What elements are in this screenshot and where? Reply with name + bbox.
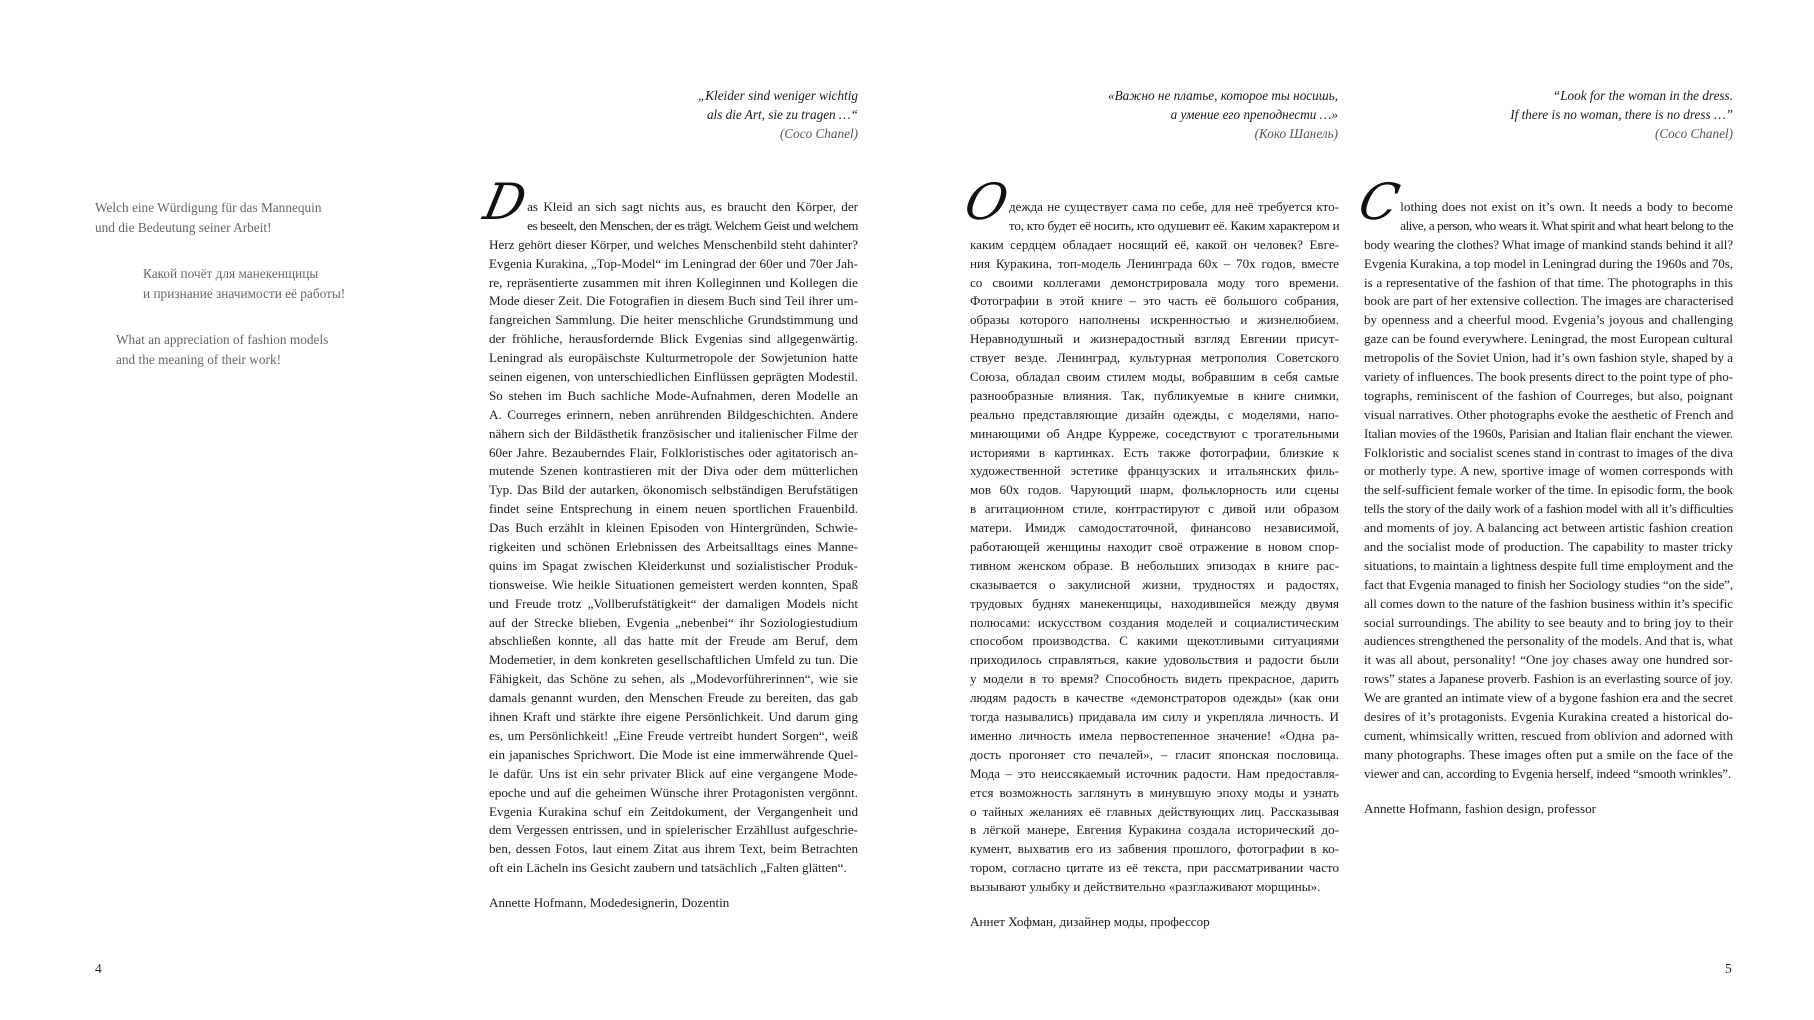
text-line: mutende Szenen kontrastieren mit der Diva oder dem mütterlichen xyxy=(489,463,858,479)
text-line: tionsweise. Wie heikle Situationen gemeistert werden konnten, Spaß xyxy=(489,576,858,592)
quote-russian xyxy=(1108,86,1338,143)
text-line: матери. Имидж самодостаточной, финансово независимой, xyxy=(970,520,1339,536)
quote-english-line2: If there is no woman, there is no dress …” xyxy=(1510,107,1733,122)
signature-russian: Аннет Хофман, дизайнер моды, профессор xyxy=(970,914,1210,929)
text-line: visual narratives. Other photographs evoke the aesthetic of French and xyxy=(1364,406,1734,422)
text-line: полюсами: искусством создания моделей и социалистическим xyxy=(970,614,1339,630)
text-line: is a representative of the fashion of that time. The photographs in this xyxy=(1364,274,1733,290)
text-line: кумент, выхватив его из забвения прошлого, фотографии в ко- xyxy=(970,841,1339,857)
text-line: 60er Jahre. Bezauberndes Flair, Folkloristisches oder agitatorisch an- xyxy=(489,444,858,460)
text-line: тогда назывались) придавала им силу и укрепляла личность. И xyxy=(970,709,1339,725)
text-line: реально представляющие дизайн одежды, с моделями, напо- xyxy=(970,406,1339,422)
dropcap-english: C xyxy=(1353,173,1405,231)
text-line: Modemetier, in dem konkreten gesellschaftlichen Umfeld zu tun. Die xyxy=(489,652,858,668)
first-line-german: as Kleid an sich sagt nichts aus, es braucht den Körper, der xyxy=(527,199,858,214)
quote-russian-line1: «Важно не платье, которое ты носишь, xyxy=(1107,88,1338,103)
text-line: в агитационном стиле, контрастируют с дивой или образом xyxy=(970,501,1339,517)
text-line: it was all about, personality! “One joy chases away one hundred sor- xyxy=(1364,652,1733,668)
text-line: тором, согласно цитате из её текста, при рассматривании часто xyxy=(970,860,1339,876)
text-line: у модели в то время? Способность видеть прекрасное, дарить xyxy=(970,671,1339,687)
dropcap-russian: О xyxy=(959,173,1014,231)
text-line: приходилось справляться, какие удовольствия и радости были xyxy=(970,652,1339,668)
body-column-english xyxy=(1353,173,1734,784)
text-line: und Freude trotz „Vollberufstätigkeit“ der damaligen Models nicht xyxy=(489,595,858,611)
text-line: Fähigkeit, das Schöne zu sehen, als „Modevorführerinnen“, wie sie xyxy=(489,671,858,687)
quote-german-line2: als die Art, sie zu tragen …“ xyxy=(706,107,858,122)
text-line: вызывают улыбку и действительно «разглаживают морщины». xyxy=(970,879,1321,895)
body-column-russian xyxy=(959,173,1340,897)
text-line: and moments of joy. A balancing act between artistic fashion creation xyxy=(1364,520,1733,536)
text-line: Typ. Das Bild der autarken, ökonomisch selbständigen Berufstätigen xyxy=(489,482,858,498)
text-line: Italian movies of the 1960s, Parisian and Italian flair enchant the viewer. xyxy=(1364,425,1733,441)
text-line: каким сердцем обладает носящий её, какой он человек? Евге- xyxy=(970,236,1339,252)
text-line: desires of it’s protagonists. Evgenia Kurakina created a historical do- xyxy=(1364,709,1733,725)
text-line: rows” states a Japanese proverb. Fashion is an everlasting source of joy. xyxy=(1364,671,1733,687)
text-line: то, кто будет её носить, кто одушевит её. Каким характером и xyxy=(1009,217,1340,233)
text-line: трудовых буднях манекенщицы, находившейся между двумя xyxy=(970,595,1339,611)
text-line: all comes down to the nature of the fashion business within it’s specific xyxy=(1364,595,1733,611)
text-line: viewer and can, according to Evgenia herself, indeed “smooth wrinkles”. xyxy=(1364,765,1731,781)
text-line: fact that Evgenia managed to finish her Sociology studies “on the side”, xyxy=(1364,576,1733,592)
text-line: cument, whimsically written, rescued from oblivion and adorned with xyxy=(1364,727,1733,743)
first-line-russian: дежда не существует сама по себе, для неё требуется кто- xyxy=(1009,199,1339,214)
text-line: dem Vergessen entrissen, und in spielerischer Erzähllust aufgeschrie- xyxy=(489,822,858,838)
text-line: историями в картинках. Есть также фотографии, близкие к xyxy=(970,444,1339,460)
text-line: Herz gehört dieser Körper, und welches Menschenbild steht dahinter? xyxy=(489,236,858,252)
text-line: ben, dessen Fotos, laut einem Zitat aus ihrem Text, beim Betrachten xyxy=(489,841,858,857)
text-line: re, repräsentierte zusammen mit ihren Kolleginnen und Kollegen die xyxy=(489,274,858,290)
text-line: We are granted an intimate view of a bygone fashion era and the secret xyxy=(1364,690,1733,706)
quote-english xyxy=(1510,86,1733,143)
text-line: tells the story of the daily work of a fashion model with all it’s difficulties xyxy=(1364,501,1733,517)
text-line: минающими об Андре Курреже, соседствуют с трогательными xyxy=(970,425,1339,441)
text-line: nähern sich der Bildästhetik französischer und italienischer Filme der xyxy=(489,425,858,441)
side-note-english-line2: and the meaning of their work! xyxy=(116,351,282,367)
text-line: the self-sufficient female worker of the time. In episodic form, the book xyxy=(1364,482,1733,498)
text-line: Фотографии в этой книге – это часть её большого собрания, xyxy=(970,293,1339,309)
signature-english: Annette Hofmann, fashion design, professor xyxy=(1364,801,1596,816)
text-line: способом производства. С какими щекотливыми ситуациями xyxy=(970,633,1339,649)
dropcap-german: D xyxy=(478,173,532,231)
side-note-russian-line2: и признание значимости её работы! xyxy=(143,285,346,301)
text-line: дость прогоняет сто печалей», – гласит японская пословица. xyxy=(970,746,1339,762)
text-line: der fröhliche, herausfordernde Blick Evgenias sind allgegenwärtig. xyxy=(489,331,858,347)
text-line: fangreichen Sammlung. Die heiter menschliche Grundstimmung und xyxy=(489,312,858,328)
text-line: by openness and a cheerful mood. Evgenia’s joyous and challenging xyxy=(1364,312,1733,328)
quote-russian-line2: а умение его преподнести …» xyxy=(1170,107,1338,122)
text-line: epoche und auf die geheimen Wünsche ihrer Protagonisten vergönnt. xyxy=(489,784,858,800)
text-line: many photographs. These images often put a smile on the face of the xyxy=(1364,746,1733,762)
text-line: variety of influences. The book presents direct to the point type of pho- xyxy=(1364,369,1733,385)
text-line: body wearing the clothes? What image of mankind stands behind it all? xyxy=(1364,236,1733,252)
text-line: ется возможность заглянуть в минувшую эпоху моды и узнать xyxy=(970,784,1339,800)
body-column-german xyxy=(478,173,859,878)
text-line: gaze can be found everywhere. Leningrad, the most European cultural xyxy=(1364,331,1733,347)
text-line: людям радость в качестве «демонстраторов одежды» (как они xyxy=(970,690,1339,706)
text-line: мов 60х годов. Чарующий шарм, фольклорность или сцены xyxy=(970,482,1339,498)
text-line: es beseelt, den Menschen, der es trägt. Welchem Geist und welchem xyxy=(527,217,859,233)
text-line: tographs, reminiscent of the fashion of Courreges, but also, poignant xyxy=(1364,387,1733,403)
text-line: book are part of her extensive collection. The images are characterised xyxy=(1364,293,1734,309)
text-line: работающей женщины находит своё отражение в новом спор- xyxy=(970,539,1339,555)
side-note-german-line1: Welch eine Würdigung für das Mannequin xyxy=(95,200,322,215)
side-note-russian-line1: Какой почёт для манекенщицы xyxy=(143,266,319,281)
text-line: audiences strengthened the personality of the models. And that is, what xyxy=(1364,633,1733,649)
paragraph-english xyxy=(1364,217,1733,784)
text-line: quins im Spagat zwischen Kleiderkunst und sozialistischer Produk- xyxy=(489,557,858,573)
text-line: alive, a person, who wears it. What spirit and what heart belong to the xyxy=(1400,217,1733,233)
side-note-german-line2: und die Bedeutung seiner Arbeit! xyxy=(95,219,272,235)
text-line: metropolis of the Soviet Union, had it’s own fashion style, shaped by a xyxy=(1364,350,1733,366)
text-line: Мода – это неиссякаемый источник радости. Нам предоставля- xyxy=(970,765,1339,781)
text-line: сказывается о закулисной жизни, трудностях и радостях, xyxy=(970,576,1339,592)
text-line: findet seine Entsprechung in einem neuen sportlichen Frauenbild. xyxy=(489,501,858,517)
paragraph-german xyxy=(489,217,858,878)
text-line: о тайных желаниях её главных действующих лиц. Рассказывая xyxy=(970,803,1339,819)
signature-german: Annette Hofmann, Modedesignerin, Dozentin xyxy=(489,895,730,910)
text-line: social surroundings. The ability to see beauty and to bring joy to their xyxy=(1364,614,1733,630)
page-number-right: 5 xyxy=(1725,961,1732,976)
text-line: художественной эстетике французских и итальянских филь- xyxy=(970,463,1339,479)
text-line: ein japanisches Sprichwort. Die Mode ist eine immerwährende Quel- xyxy=(489,746,858,762)
quote-english-line1: “Look for the woman in the dress. xyxy=(1552,88,1733,103)
text-line: le dafür. Uns ist ein sehr privater Blick auf eine vergangene Mode- xyxy=(489,765,858,781)
text-line: damals genannt wurden, den Menschen Freude zu bereiten, das gab xyxy=(489,690,858,706)
quote-russian-source: (Коко Шанель) xyxy=(1254,126,1338,141)
text-line: oft ein Lächeln ins Gesicht zaubern und tatsächlich „Falten glätten“. xyxy=(489,860,847,876)
text-line: разнообразные влияния. Так, публикуемые в книге снимки, xyxy=(970,387,1339,403)
text-line: Das Buch erzählt in kleinen Episoden von Hintergründen, Schwie- xyxy=(489,520,858,536)
text-line: Folkloristic and socialist scenes stand in contrast to images of the diva xyxy=(1364,444,1733,460)
text-line: ствует везде. Ленинград, культурная метрополия Советского xyxy=(970,350,1339,366)
text-line: в лёгкой манере, Евгения Куракина создала исторический до- xyxy=(970,822,1339,838)
text-line: именно личность имела первостепенное значение! «Одна ра- xyxy=(970,727,1339,743)
text-line: es, um Persönlichkeit! „Eine Freude vertreibt hundert Sorgen“, weiß xyxy=(489,727,858,743)
text-line: Evgenia Kurakina schuf ein Zeitdokument, der Vergangenheit und xyxy=(489,803,858,819)
text-line: rigkeiten und schönen Erlebnissen des Arbeitsalltags eines Manne- xyxy=(489,539,858,555)
text-line: ihnen Kraft und stärkte ihre eigene Persönlichkeit. Und darum ging xyxy=(489,709,858,725)
text-line: Союза, обладал своим стилем моды, вобравшим в себя самые xyxy=(970,369,1339,385)
text-line: Неравнодушный и жизнерадостный взгляд Евгении присут- xyxy=(970,331,1339,347)
side-note-german xyxy=(95,198,322,237)
side-note-english xyxy=(116,330,328,369)
text-line: situations, to maintain a lightness despite full time employment and the xyxy=(1364,557,1734,573)
side-note-english-line1: What an appreciation of fashion models xyxy=(116,332,329,347)
first-line-english: lothing does not exist on it’s own. It needs a body to become xyxy=(1400,199,1733,214)
text-line: Evgenia Kurakina, „Top-Model“ im Leningrad der 60er und 70er Jah- xyxy=(489,255,858,271)
text-line: or motherly type. A new, sportive image of women corresponds with xyxy=(1364,463,1733,479)
text-line: So stehen im Buch sachliche Mode-Aufnahmen, deren Modelle an xyxy=(489,387,858,403)
side-note-russian xyxy=(143,264,345,303)
text-line: abschließen konnte, all das hatte mit der Freude am Beruf, dem xyxy=(489,633,858,649)
text-line: auf der Strecke blieben, Evgenia „nebenbei“ ihr Soziologiestudium xyxy=(489,614,858,630)
text-line: ния Куракина, топ-модель Ленинграда 60х – 70х годов, вместе xyxy=(970,255,1339,271)
text-line: and the socialist mode of production. The capability to master tricky xyxy=(1364,539,1733,555)
quote-german xyxy=(698,86,858,143)
text-line: образы которого наполнены искренностью и жизнелюбием. xyxy=(970,312,1339,328)
text-line: Mode dieser Zeit. Die Fotografien in diesem Buch sind Teil ihrer um- xyxy=(489,293,858,309)
page-number-left: 4 xyxy=(95,961,102,976)
text-line: Leningrad als europäischste Kulturmetropole der Sowjetunion hatte xyxy=(489,350,858,366)
text-line: со своими коллегами демонстрировала моду того времени. xyxy=(970,274,1339,290)
quote-german-source: (Coco Chanel) xyxy=(779,126,858,141)
text-line: Evgenia Kurakina, a top model in Leningrad during the 1960s and 70s, xyxy=(1364,255,1733,271)
paragraph-russian xyxy=(970,217,1339,897)
quote-german-line1: „Kleider sind weniger wichtig xyxy=(697,88,858,103)
text-line: seinen eigenen, von unterschiedlichen Einflüssen geprägten Modestil. xyxy=(489,369,858,385)
quote-english-source: (Coco Chanel) xyxy=(1654,126,1733,141)
text-line: тивном женском образе. В небольших эпизодах в книге рас- xyxy=(970,557,1339,573)
text-line: A. Courreges erinnern, neben anrührenden Bildgeschichten. Andere xyxy=(489,406,858,422)
